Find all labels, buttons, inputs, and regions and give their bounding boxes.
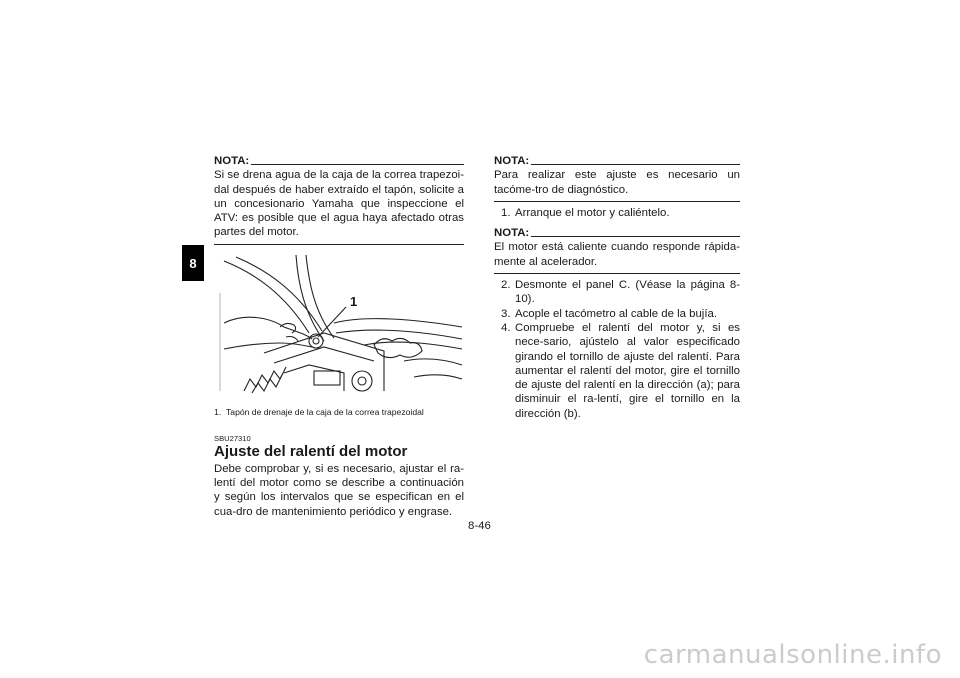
note-label: NOTA: [494, 227, 530, 240]
note-rule [531, 236, 740, 237]
section-heading: Ajuste del ralentí del motor [214, 442, 408, 460]
step-number: 2. [501, 279, 511, 292]
note-header [494, 154, 740, 168]
engine-drawing [214, 253, 464, 393]
caption-text: Tapón de drenaje de la caja de la correa trapezoidal [226, 406, 424, 417]
step-number: 1. [501, 206, 511, 219]
page-number: 8-46 [468, 520, 491, 532]
note-header [494, 226, 740, 240]
note-rule [531, 164, 740, 165]
section-code: SBU27310 [214, 433, 251, 443]
step-list [494, 206, 740, 220]
note-label: NOTA: [494, 155, 530, 167]
step-text: Arranque el motor y caliéntelo. [515, 206, 670, 219]
section-body: Debe comprobar y, si es necesario, ajustar el ra-lentí del motor como se describe a continuación y según los intervalos que se especifican en el cua-dro de mantenimiento periódico y engrase. [214, 462, 464, 518]
figure-caption [214, 407, 464, 418]
note-text: Para realizar este ajuste es necesario un tacóme-tro de diagnóstico. [494, 169, 740, 196]
note-text: El motor está caliente cuando responde rápida-mente al acelerador. [494, 241, 740, 268]
step-item [501, 278, 740, 307]
step-item [501, 307, 740, 321]
step-number: 3. [501, 307, 511, 320]
step-text: Compruebe el ralentí del motor y, si es nece-sario, ajústelo al valor especificado girando el tornillo de ajuste del ralentí. Para aumentar el ralentí del motor, gire el tornillo de ajuste del ralentí en la dirección (a); para disminuir el ra-lentí, gire el tornillo en la dirección (b). [515, 321, 740, 420]
note-end-rule [494, 273, 740, 274]
right-column [494, 150, 740, 421]
note-end-rule [494, 201, 740, 202]
left-column [214, 150, 464, 519]
note-end-rule [214, 244, 464, 245]
note-header [214, 154, 464, 168]
step-text: Acople el tacómetro al cable de la bujía. [515, 307, 717, 320]
watermark-text: carmanualsonline.info [643, 640, 942, 670]
caption-number: 1. [214, 406, 222, 417]
note-text: Si se drena agua de la caja de la correa trapezoi-dal después de haber extraído el tapón, solicite a un concesionario Yamaha que inspeccione el ATV: es posible que el agua haya afectado otras partes del motor. [214, 169, 464, 239]
note-label: NOTA: [214, 155, 250, 167]
step-list [494, 278, 740, 421]
drain-plug-illustration [214, 253, 464, 403]
section-tab: 8 [182, 245, 204, 281]
step-item [501, 206, 740, 220]
callout-number: 1 [350, 293, 358, 309]
step-number: 4. [501, 321, 511, 334]
step-item [501, 321, 740, 421]
step-text: Desmonte el panel C. (Véase la página 8-10). [515, 279, 740, 306]
note-rule [251, 164, 464, 165]
